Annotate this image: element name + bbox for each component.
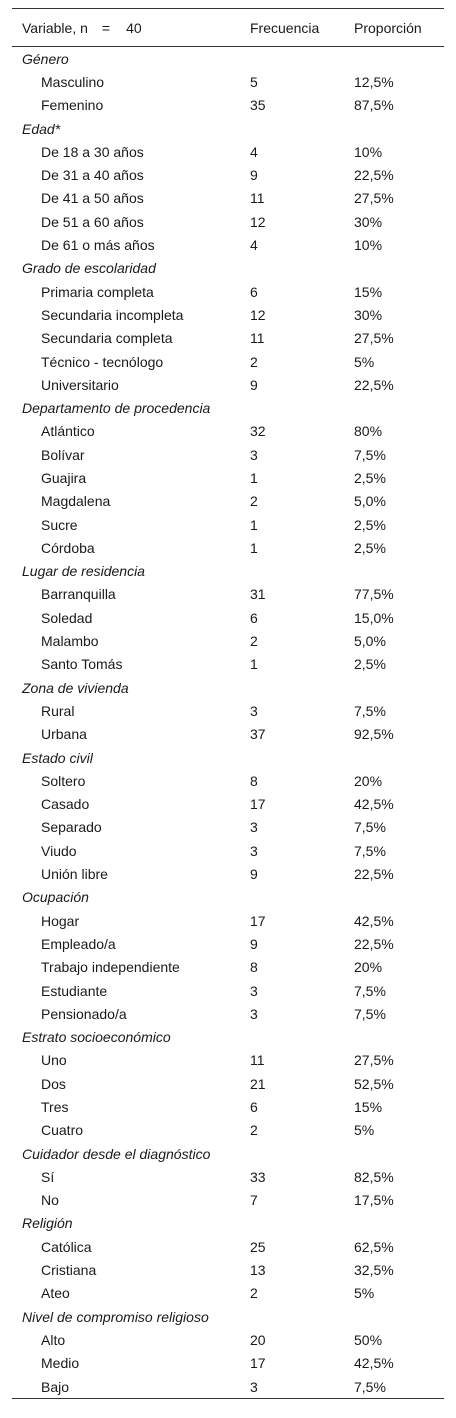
row-frequency: 12: [250, 306, 266, 323]
row-frequency: 2: [250, 493, 258, 510]
table-row: [12, 1235, 444, 1258]
row-proportion: 27,5%: [354, 190, 394, 207]
row-label: Viudo: [41, 842, 77, 859]
row-label: Masculino: [41, 73, 105, 90]
row-proportion: 17,5%: [354, 1192, 394, 1209]
header-equals: =: [101, 19, 111, 36]
header-variable: [12, 9, 248, 47]
row-frequency: 3: [248, 1375, 352, 1399]
row-frequency: 9: [250, 866, 258, 883]
table-row: [12, 956, 444, 979]
row-label: Empleado/a: [41, 935, 116, 952]
row-frequency: 4: [250, 143, 258, 160]
row-proportion: 32,5%: [354, 1262, 394, 1279]
row-label: Estudiante: [41, 982, 108, 999]
row-proportion: 27,5%: [354, 330, 394, 347]
row-frequency: 20: [250, 1331, 266, 1348]
row-proportion: 27,5%: [354, 1052, 394, 1069]
table-row: [12, 327, 444, 350]
row-label: De 31 a 40 años: [41, 167, 144, 184]
row-label: De 41 a 50 años: [41, 190, 144, 207]
row-proportion: 7,5%: [354, 1005, 386, 1022]
row-frequency: 17: [250, 912, 266, 929]
table-header: [12, 9, 444, 47]
row-proportion: 52,5%: [354, 1075, 394, 1092]
table-row: [12, 233, 444, 256]
section-row: [12, 117, 444, 140]
row-label: Rural: [41, 702, 75, 719]
row-label: Primaria completa: [41, 283, 154, 300]
row-proportion: 7,5%: [354, 819, 386, 836]
row-proportion: 22,5%: [354, 935, 394, 952]
row-label: Barranquilla: [41, 586, 116, 603]
section-title: Ocupación: [22, 889, 89, 906]
row-frequency: 6: [250, 609, 258, 626]
row-proportion: 2,5%: [354, 656, 386, 673]
row-proportion: 5%: [354, 1285, 375, 1302]
row-label: Uno: [41, 1052, 67, 1069]
row-proportion: 30%: [354, 306, 383, 323]
row-frequency: 31: [250, 586, 266, 603]
header-row: [12, 9, 444, 47]
row-proportion: 7,5%: [354, 702, 386, 719]
row-frequency: 3: [250, 819, 258, 836]
row-label: Sucre: [41, 516, 78, 533]
row-frequency: 2: [250, 633, 258, 650]
row-label: De 61 o más años: [41, 237, 155, 254]
table-row: [12, 420, 444, 443]
row-proportion: 20%: [354, 772, 383, 789]
row-label: Urbana: [41, 726, 87, 743]
section-title: Religión: [22, 1215, 73, 1232]
row-label: De 51 a 60 años: [41, 213, 144, 230]
table-row: [12, 1375, 444, 1399]
row-frequency: 6: [250, 1099, 258, 1115]
row-proportion: 22,5%: [354, 866, 394, 883]
table-row: [12, 443, 444, 466]
row-proportion: 2,5%: [354, 469, 386, 486]
demographics-table: [12, 8, 444, 1399]
section-row: [12, 676, 444, 699]
row-frequency: 2: [250, 353, 258, 370]
row-frequency: 1: [250, 516, 258, 533]
row-proportion: 5%: [354, 353, 375, 370]
table-row: [12, 769, 444, 792]
row-label: Soledad: [41, 609, 93, 626]
demographics-table-container: [12, 8, 444, 1399]
row-frequency: 5: [250, 73, 258, 90]
section-title: Grado de escolaridad: [22, 260, 156, 277]
row-frequency: 2: [250, 1285, 258, 1302]
row-label: Guajira: [41, 469, 87, 486]
row-frequency: 37: [250, 726, 266, 743]
row-label: Hogar: [41, 912, 80, 929]
row-label: Bolívar: [41, 446, 85, 463]
table-row: [12, 1282, 444, 1305]
row-frequency: 3: [250, 1005, 258, 1022]
row-frequency: 11: [250, 330, 265, 347]
row-label: Católica: [41, 1238, 92, 1255]
section-title: Lugar de residencia: [22, 563, 145, 580]
row-proportion: 42,5%: [354, 1355, 394, 1372]
section-title: Zona de vivienda: [22, 679, 129, 696]
row-label: Tres: [41, 1099, 69, 1115]
row-frequency: 2: [250, 1122, 258, 1139]
row-frequency: 4: [250, 237, 258, 254]
table-row: [12, 280, 444, 303]
table-row: [12, 490, 444, 513]
table-row: [12, 793, 444, 816]
header-variable-label: Variable, n: [22, 19, 88, 36]
row-proportion: 7,5%: [354, 842, 386, 859]
row-frequency: 3: [250, 446, 258, 463]
row-label: Universitario: [41, 376, 119, 393]
row-proportion: 10%: [354, 143, 383, 160]
row-frequency: 8: [250, 959, 258, 976]
table-row: [12, 979, 444, 1002]
section-title: Estado civil: [22, 749, 93, 766]
section-title: Género: [22, 50, 69, 67]
section-title: Edad*: [22, 120, 61, 137]
header-n-value: 40: [126, 19, 142, 36]
row-proportion: 22,5%: [354, 376, 394, 393]
row-label: Atlántico: [41, 423, 95, 440]
row-label: Alto: [41, 1331, 66, 1348]
row-frequency: 17: [250, 1355, 266, 1372]
table-row: [12, 1049, 444, 1072]
table-row: [12, 70, 444, 93]
row-proportion: 12,5%: [354, 73, 394, 90]
table-body: [12, 47, 444, 1399]
table-row: [12, 1119, 444, 1142]
row-frequency: 7: [250, 1192, 258, 1209]
table-row: [12, 1095, 444, 1118]
table-row: [12, 1352, 444, 1375]
section-title: Estrato socioeconómico: [22, 1029, 171, 1046]
row-frequency: 1: [250, 656, 258, 673]
row-frequency: 9: [250, 167, 258, 184]
section-row: [12, 1142, 444, 1165]
header-proportion: Proporción: [352, 9, 444, 47]
row-proportion: 15%: [354, 1099, 383, 1115]
table-row: [12, 629, 444, 652]
table-row: [12, 816, 444, 839]
row-frequency: 3: [250, 982, 258, 999]
row-label: Secundaria incompleta: [41, 306, 184, 323]
table-row: [12, 1258, 444, 1281]
section-row: [12, 1305, 444, 1328]
row-proportion: 7,5%: [354, 982, 386, 999]
section-title: Departamento de procedencia: [22, 400, 211, 417]
table-row: [12, 210, 444, 233]
row-proportion: 42,5%: [354, 796, 394, 813]
row-frequency: 1: [250, 469, 258, 486]
section-title: Cuidador desde el diagnóstico: [22, 1145, 211, 1162]
row-proportion: 50%: [354, 1331, 383, 1348]
row-proportion: 2,5%: [354, 516, 386, 533]
table-row: [12, 303, 444, 326]
table-row: [12, 466, 444, 489]
row-frequency: 8: [250, 772, 258, 789]
row-frequency: 21: [250, 1075, 266, 1092]
table-row: [12, 350, 444, 373]
row-proportion: 7,5%: [354, 446, 386, 463]
row-label: Cuatro: [41, 1122, 84, 1139]
row-label: De 18 a 30 años: [41, 143, 144, 160]
row-frequency: 3: [250, 842, 258, 859]
table-row: [12, 1189, 444, 1212]
row-proportion: 92,5%: [354, 726, 394, 743]
row-proportion: 77,5%: [354, 586, 394, 603]
row-frequency: 35: [250, 97, 266, 114]
row-frequency: 6: [250, 283, 258, 300]
table-row: [12, 932, 444, 955]
row-label: Trabajo independiente: [41, 959, 180, 976]
row-proportion: 5,0%: [354, 493, 386, 510]
row-frequency: 25: [250, 1238, 266, 1255]
table-row: [12, 513, 444, 536]
row-proportion: 62,5%: [354, 1238, 394, 1255]
row-label: Sí: [41, 1168, 55, 1185]
row-proportion: 2,5%: [354, 539, 386, 556]
table-row: [12, 653, 444, 676]
table-row: [12, 606, 444, 629]
row-proportion: 30%: [354, 213, 383, 230]
table-row: [12, 140, 444, 163]
row-proportion: 22,5%: [354, 167, 394, 184]
row-label: Medio: [41, 1355, 80, 1372]
row-frequency: 9: [250, 935, 258, 952]
row-frequency: 33: [250, 1168, 266, 1185]
row-label: Técnico - tecnólogo: [41, 353, 164, 370]
row-proportion: 5%: [354, 1122, 375, 1139]
table-row: [12, 909, 444, 932]
row-label: Malambo: [41, 633, 99, 650]
row-frequency: 32: [250, 423, 266, 440]
row-label: Santo Tomás: [41, 656, 123, 673]
row-frequency: 12: [250, 213, 266, 230]
section-row: [12, 1212, 444, 1235]
row-frequency: 13: [250, 1262, 266, 1279]
table-row: [12, 1072, 444, 1095]
row-label: Soltero: [41, 772, 86, 789]
section-row: [12, 560, 444, 583]
section-row: [12, 47, 444, 71]
section-row: [12, 1025, 444, 1048]
row-proportion: 15,0%: [354, 609, 394, 626]
row-proportion: 10%: [354, 237, 383, 254]
section-row: [12, 257, 444, 280]
table-row: [12, 373, 444, 396]
row-proportion: 20%: [354, 959, 383, 976]
row-label: Magdalena: [41, 493, 111, 510]
row-proportion: 82,5%: [354, 1168, 394, 1185]
table-row: [12, 1002, 444, 1025]
section-row: [12, 886, 444, 909]
row-proportion: 15%: [354, 283, 383, 300]
row-label: Secundaria completa: [41, 330, 173, 347]
row-label: Femenino: [41, 97, 104, 114]
row-proportion: 42,5%: [354, 912, 394, 929]
table-row: [12, 583, 444, 606]
row-label: Separado: [41, 819, 102, 836]
section-row: [12, 746, 444, 769]
row-label: Dos: [41, 1075, 66, 1092]
row-frequency: 3: [250, 702, 258, 719]
row-frequency: 11: [250, 1052, 265, 1069]
row-label: Córdoba: [41, 539, 95, 556]
row-frequency: 1: [250, 539, 258, 556]
row-label: Unión libre: [41, 866, 108, 883]
section-title: Nivel de compromiso religioso: [22, 1308, 209, 1325]
section-row: [12, 396, 444, 419]
row-proportion: 5,0%: [354, 633, 386, 650]
table-row: [12, 94, 444, 117]
table-row: [12, 536, 444, 559]
row-label: Casado: [41, 796, 90, 813]
row-proportion: 7,5%: [352, 1375, 444, 1399]
table-row: [12, 862, 444, 885]
table-row: [12, 699, 444, 722]
row-label: Pensionado/a: [41, 1005, 127, 1022]
table-row: [12, 187, 444, 210]
row-frequency: 9: [250, 376, 258, 393]
row-frequency: 11: [250, 190, 265, 207]
row-label: Cristiana: [41, 1262, 97, 1279]
table-row: [12, 163, 444, 186]
row-proportion: 80%: [354, 423, 383, 440]
table-row: [12, 1328, 444, 1351]
row-label: No: [41, 1192, 59, 1209]
table-row: [12, 723, 444, 746]
header-frequency: Frecuencia: [248, 9, 352, 47]
row-frequency: 17: [250, 796, 266, 813]
row-label: Bajo: [12, 1375, 248, 1399]
table-row: [12, 1165, 444, 1188]
table-row: [12, 839, 444, 862]
row-label: Ateo: [41, 1285, 70, 1302]
row-proportion: 87,5%: [354, 97, 394, 114]
